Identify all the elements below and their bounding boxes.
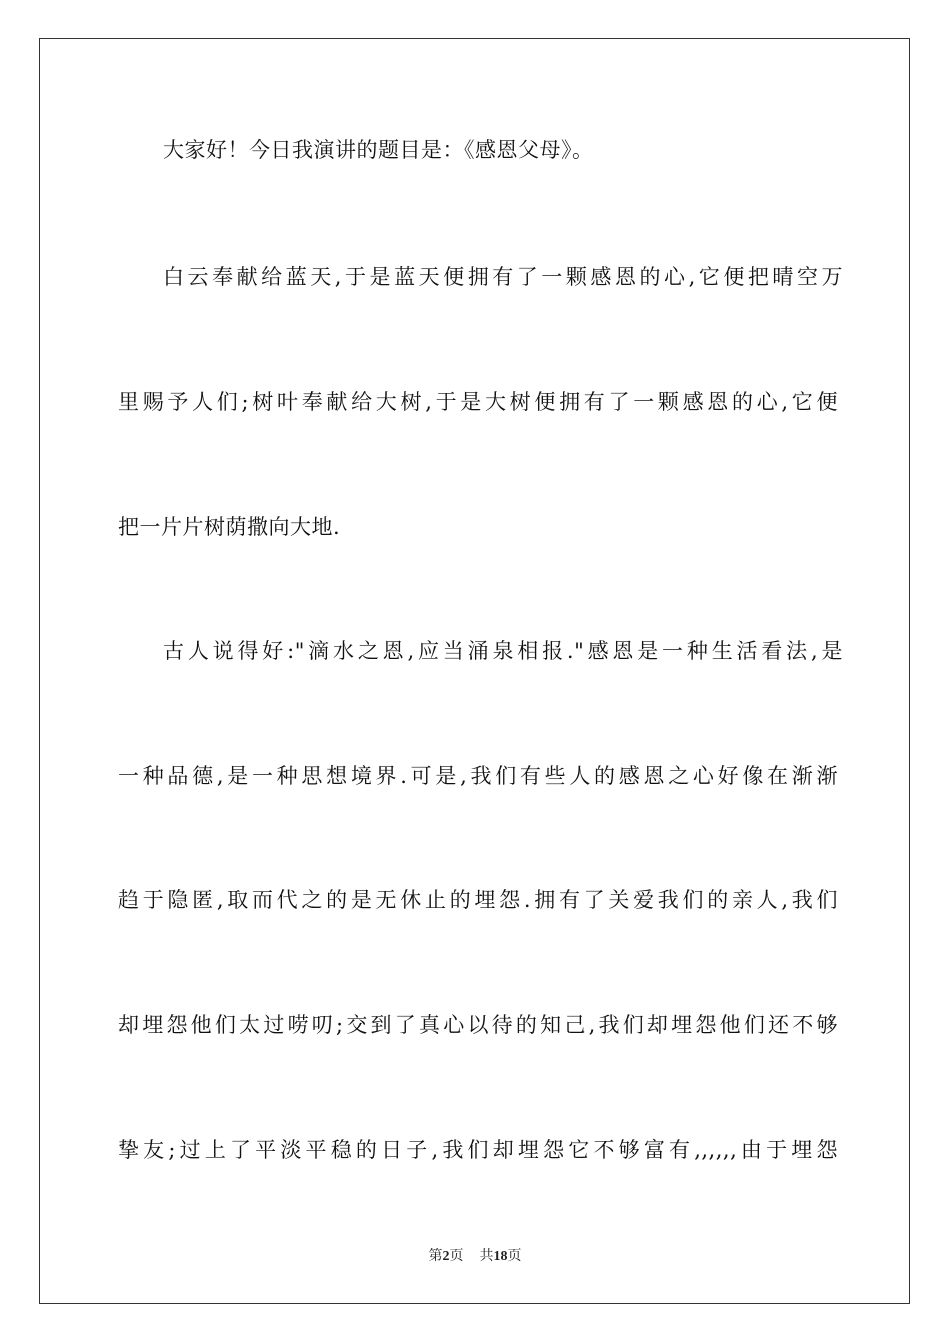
page-suffix: 页 bbox=[449, 1249, 464, 1264]
total-pages: 18 bbox=[493, 1249, 508, 1264]
paragraph-line-1: 大家好！今日我演讲的题目是：《感恩父母》。 bbox=[163, 138, 594, 162]
page-prefix: 第 bbox=[428, 1249, 443, 1264]
page-number: 2 bbox=[442, 1249, 450, 1264]
paragraph-line-7: 趋于隐匿,取而代之的是无休止的埋怨.拥有了关爱我们的亲人,我们 bbox=[118, 888, 838, 912]
paragraph-line-6: 一种品德,是一种思想境界.可是,我们有些人的感恩之心好像在渐渐 bbox=[118, 764, 838, 788]
paragraph-line-9: 挚友;过上了平淡平稳的日子,我们却埋怨它不够富有,,,,,,由于埋怨 bbox=[118, 1138, 838, 1162]
paragraph-line-5: 古人说得好:"滴水之恩,应当涌泉相报."感恩是一种生活看法,是 bbox=[163, 639, 843, 663]
paragraph-line-2: 白云奉献给蓝天,于是蓝天便拥有了一颗感恩的心,它便把晴空万 bbox=[163, 265, 843, 289]
total-suffix: 页 bbox=[507, 1249, 522, 1264]
paragraph-line-8: 却埋怨他们太过唠叨;交到了真心以待的知己,我们却埋怨他们还不够 bbox=[118, 1013, 838, 1037]
paragraph-line-4: 把一片片树荫撒向大地. bbox=[118, 515, 341, 539]
page-footer bbox=[0, 1245, 950, 1265]
paragraph-line-3: 里赐予人们;树叶奉献给大树,于是大树便拥有了一颗感恩的心,它便 bbox=[118, 390, 838, 414]
page-border bbox=[39, 38, 910, 1304]
total-prefix: 共 bbox=[479, 1249, 494, 1264]
